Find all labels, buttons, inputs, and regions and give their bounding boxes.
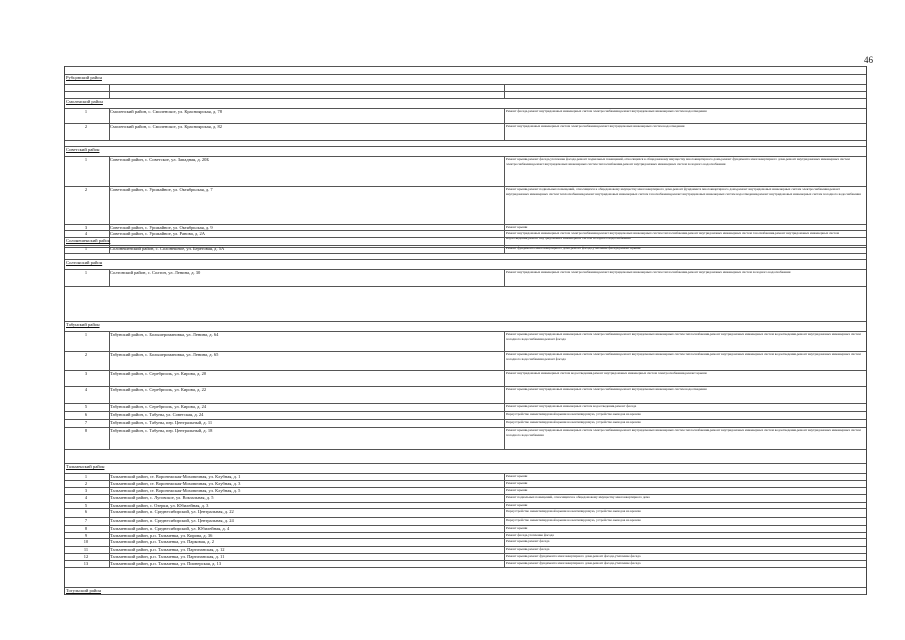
row-address: Табунский район, с. Серебрполь, ул. Кирова, д. 22 — [110, 387, 207, 392]
row-address: Советский район, с. Урожайное, ул. Октябрьская, д. 9 — [110, 225, 213, 230]
row-work-type: Ремонт крыши,ремонт фундамента многоквартирного дома,ремонт фасада,утепление фасада — [506, 561, 641, 565]
row-number: 1 — [84, 157, 88, 162]
column-rule — [504, 186, 505, 224]
row-number: 3 — [84, 371, 88, 376]
row-address: Тальменский район, р.п. Тальменка, ул. Кирова, д. 36 — [110, 533, 213, 538]
section-title: Советский район — [66, 147, 100, 152]
row-address: Смоленский район, с. Смоленское, ул. Красноярская, д. 82 — [110, 124, 222, 129]
row-address: Смоленский район, с. Смоленское, ул. Красноярская, д. 78 — [110, 109, 222, 114]
section-title: Солтонский район — [66, 260, 103, 265]
row-address: Тальменский район, с. Луговское, ул. Вокзальная, д. 5 — [110, 495, 214, 500]
row-address: Табунский район, с. Табуны, ул. Советская, д. 24 — [110, 412, 204, 417]
row-work-type: Ремонт крыши,ремонт подвальных помещений, относящихся к общедомовому имуществу многоквартирного дома,ремонт фундамента многоквартирного дома,ремонт внутридомовых инженерных систем электроснабжения,ремонт внутридомовых инженерных систем теплоснабжения,ремонт внутридомовых инженерных систем газоснабжения,ремонт внутридомовых инженерных систем водоотведения,ремонт внутридомовых инженерных систем холодного водоснабжения — [506, 187, 861, 197]
row-address: Солтонский район, с. Солтон, ул. Ленина, д. 30 — [110, 270, 201, 275]
column-rule — [504, 419, 505, 427]
row-work-type: Переустройство невентилируемой крыши на вентилируемую, устройство выходов на кровлю — [506, 518, 642, 522]
row-address: Табунский район, с. Табуны, пер. Центральный, д. 18 — [110, 428, 213, 433]
section-title: Табунский район — [66, 322, 100, 327]
row-work-type: Ремонт фасада,утепление фасада — [506, 533, 554, 537]
row-number: 1 — [84, 246, 88, 251]
row-number: 2 — [84, 187, 88, 192]
column-rule — [504, 487, 505, 494]
column-rule — [504, 331, 505, 351]
section-rule — [65, 594, 866, 595]
section-title: Тальменский район — [66, 464, 105, 469]
row-rule — [65, 449, 866, 450]
column-rule — [504, 525, 505, 532]
section-title: Рубцовский район — [66, 75, 102, 80]
row-address: Тальменский район, ст. Воронежская-Моховичная, ул. Клубная, д. 5 — [110, 488, 241, 493]
section-rule — [65, 321, 866, 322]
row-address: Тальменский район, р.п. Тальменка, ул. Пионерская, д. 13 — [110, 561, 222, 566]
row-address: Тальменский район, п. Среднесибирский, ул. Центральная, д. 22 — [110, 509, 234, 514]
column-rule — [504, 123, 505, 140]
row-number: 1 — [84, 109, 88, 114]
row-work-type: Ремонт крыши,ремонт внутридомовых инженерных систем электроснабжения,ремонт внутридомовых инженерных систем водоотведения — [506, 387, 707, 391]
row-rule — [65, 253, 866, 254]
row-work-type: Ремонт внутридомовых инженерных систем электроснабжения,ремонт внутридомовых инженерных систем водоотведения — [506, 124, 685, 128]
row-address: Тальменский район, р.п. Тальменка, ул. Парковая, д. 2 — [110, 539, 214, 544]
row-address: Табунский район, с. Серебрполь, ул. Кирова, д. 24 — [110, 404, 207, 409]
column-rule — [504, 411, 505, 419]
row-address: Табунский район, с. Серебрполь, ул. Кирова, д. 20 — [110, 371, 207, 376]
row-work-type: Ремонт фундамента многоквартирного дома,ремонт фасада,утепление фасада,ремонт крыши — [506, 246, 641, 250]
row-work-type: Ремонт фасада,ремонт внутридомовых инженерных систем электроснабжения,ремонт внутридомовых инженерных систем водоотведения — [506, 109, 707, 113]
address-program-table — [64, 66, 867, 595]
section-rule — [65, 146, 866, 147]
row-work-type: Ремонт крыши,ремонт внутридомовых инженерных систем электроснабжения,ремонт внутридомовых инженерных систем теплоснабжения,ремонт внутридомовых инженерных систем водоотведения,ремонт внутридомовых инженерных систем холодного водоснабжения,ремонт фасада — [506, 352, 861, 362]
row-work-type: Ремонт крыши — [506, 481, 528, 485]
row-number: 8 — [84, 428, 88, 433]
row-number: 6 — [84, 412, 88, 417]
row-address: Тальменский район, р.п. Тальменка, ул. Партизанская, д. 12 — [110, 547, 225, 552]
column-rule — [504, 269, 505, 286]
column-rule — [504, 245, 505, 253]
row-work-type: Ремонт внутридомовых инженерных систем электроснабжения,ремонт внутридомовых инженерных систем теплоснабжения,ремонт внутридомовых инженерных систем холодного водоснабжения — [506, 270, 791, 274]
row-work-type: Ремонт крыши — [506, 526, 528, 530]
row-rule — [65, 140, 866, 141]
row-number: 5 — [84, 404, 88, 409]
row-address: Тальменский район, п. Среднесибирский, ул. Юбилейная, д. 4 — [110, 526, 230, 531]
row-number: 1 — [84, 332, 88, 337]
row-number: 13 — [83, 561, 89, 566]
row-work-type: Ремонт крыши,ремонт фасада — [506, 547, 550, 551]
row-number: 3 — [84, 488, 88, 493]
column-rule — [504, 108, 505, 123]
column-rule — [504, 386, 505, 403]
section-rule — [65, 74, 866, 75]
row-number: 2 — [84, 481, 88, 486]
row-work-type: Ремонт внутридомовых инженерных систем электроснабжения,ремонт внутридомовых инженерных систем теплоснабжения,ремонт внутридомовых инженерных систем газоснабжения,ремонт внутридомовых инженерных систем водоотведения,ремонт внутридомовых инженерных систем холодного водоснабжения — [506, 231, 840, 241]
row-rule — [65, 91, 866, 92]
section-rule — [65, 98, 866, 99]
row-address: Советский район, с. Урожайное, ул. Ранова, д. 2А — [110, 231, 206, 236]
section-rule — [65, 259, 866, 260]
column-rule — [504, 517, 505, 525]
column-rule — [504, 538, 505, 546]
row-number: 6 — [84, 509, 88, 514]
column-rule — [504, 480, 505, 487]
row-number: 3 — [84, 225, 88, 230]
row-number: 1 — [84, 474, 88, 479]
row-address: Тальменский район, ст. Воронежская-Моховичная, ул. Клубная, д. 1 — [110, 474, 241, 479]
section-rule — [65, 84, 866, 85]
row-work-type: Переустройство невентилируемой крыши на вентилируемую, устройство выходов на кровлю — [506, 412, 642, 416]
row-rule — [65, 567, 866, 568]
row-work-type: Ремонт крыши,ремонт фундамента многоквартирного дома,ремонт фасада,утепление фасада — [506, 554, 641, 558]
column-rule — [504, 351, 505, 370]
row-address: Табунский район, с. Табуны, пер. Центральный, д. 11 — [110, 420, 213, 425]
column-rule — [504, 546, 505, 553]
row-number: 11 — [83, 547, 89, 552]
row-work-type: Ремонт крыши,ремонт фасада — [506, 539, 550, 543]
row-number: 9 — [84, 533, 88, 538]
row-work-type: Переустройство невентилируемой крыши на вентилируемую, устройство выходов на кровлю — [506, 420, 642, 424]
row-number: 2 — [84, 352, 88, 357]
column-rule — [504, 494, 505, 502]
table-rule — [65, 66, 866, 67]
row-work-type: Ремонт крыши,ремонт фасада,утепление фасада,ремонт подвальных помещений, относящихся к общедомовому имуществу многоквартирного дома,ремонт фундамента многоквартирного дома,ремонт внутридомовых инженерных систем электроснабжения,ремонт внутридомовых инженерных систем теплоснабжения,ремонт внутридомовых инженерных систем холодного водоснабжения — [506, 157, 850, 167]
column-rule — [504, 370, 505, 386]
row-address: Солонешенский район, с. Солонешное, ул. Береговая, д. 5А — [110, 246, 225, 251]
row-number: 2 — [84, 124, 88, 129]
row-address: Советский район, с. Советское, ул. Западная, д. 20Б — [110, 157, 209, 162]
row-number: 4 — [84, 495, 88, 500]
section-title: Тогульский район — [66, 588, 102, 593]
row-work-type: Ремонт крыши — [506, 225, 528, 229]
section-rule — [65, 463, 866, 464]
row-work-type: Ремонт внутридомовых инженерных систем водоотведения,ремонт внутридомовых инженерных систем электроснабжения,ремонт крыши — [506, 371, 707, 375]
row-address: Тальменский район, с. Озерки, ул. Юбилейная, д. 3 — [110, 503, 209, 508]
section-rule — [65, 237, 866, 238]
row-work-type: Ремонт крыши,ремонт внутридомовых инженерных систем электроснабжения,ремонт внутридомовых инженерных систем теплоснабжения,ремонт внутридомовых инженерных систем водоотведения,ремонт внутридомовых инженерных систем холодного водоснабжения — [506, 428, 861, 438]
row-number: 1 — [84, 270, 88, 275]
row-address: Тальменский район, ст. Воронежская-Моховичная, ул. Клубная, д. 3 — [110, 481, 241, 486]
row-work-type: Ремонт крыши,ремонт внутридомовых инженерных систем водоотведения,ремонт фасада — [506, 404, 637, 408]
row-rule — [65, 286, 866, 287]
column-rule — [504, 553, 505, 560]
page-number: 46 — [864, 55, 873, 65]
row-number: 4 — [84, 231, 88, 236]
column-rule — [504, 560, 505, 567]
row-number: 4 — [84, 387, 88, 392]
row-number: 5 — [84, 503, 88, 508]
row-number: 7 — [84, 518, 88, 523]
section-title: Смоленский район — [66, 99, 103, 104]
row-number: 8 — [84, 526, 88, 531]
row-number: 7 — [84, 420, 88, 425]
row-work-type: Ремонт крыши — [506, 488, 528, 492]
column-rule — [504, 156, 505, 186]
row-address: Табунский район, с. Большеромановка, ул. Ленина, д. 65 — [110, 352, 219, 357]
column-rule — [504, 427, 505, 449]
row-work-type: Ремонт крыши — [506, 503, 528, 507]
row-work-type: Ремонт подвальных помещений, относящихся к общедомовому имуществу многоквартирного дома — [506, 495, 650, 499]
row-address: Табунский район, с. Большеромановка, ул. Ленина, д. 64 — [110, 332, 219, 337]
row-number: 10 — [83, 539, 89, 544]
row-address: Тальменский район, р.п. Тальменка, ул. Партизанская, д. 11 — [110, 554, 225, 559]
row-number: 12 — [83, 554, 89, 559]
row-work-type: Ремонт крыши,ремонт внутридомовых инженерных систем электроснабжения,ремонт внутридомовых инженерных систем теплоснабжения,ремонт внутридомовых инженерных систем водоотведения,ремонт внутридомовых инженерных систем холодного водоснабжения,ремонт фасада — [506, 332, 861, 342]
section-rule — [65, 587, 866, 588]
column-rule — [504, 473, 505, 480]
column-rule — [504, 508, 505, 517]
section-title: Солонешенский район — [66, 238, 111, 243]
row-address: Тальменский район, п. Среднесибирский, ул. Центральная, д. 24 — [110, 518, 234, 523]
row-address: Советский район, с. Урожайное, ул. Октябрьская, д. 7 — [110, 187, 213, 192]
row-work-type: Переустройство невентилируемой крыши на вентилируемую, устройство выходов на кровлю — [506, 509, 642, 513]
row-work-type: Ремонт крыши — [506, 474, 528, 478]
column-rule — [504, 403, 505, 411]
